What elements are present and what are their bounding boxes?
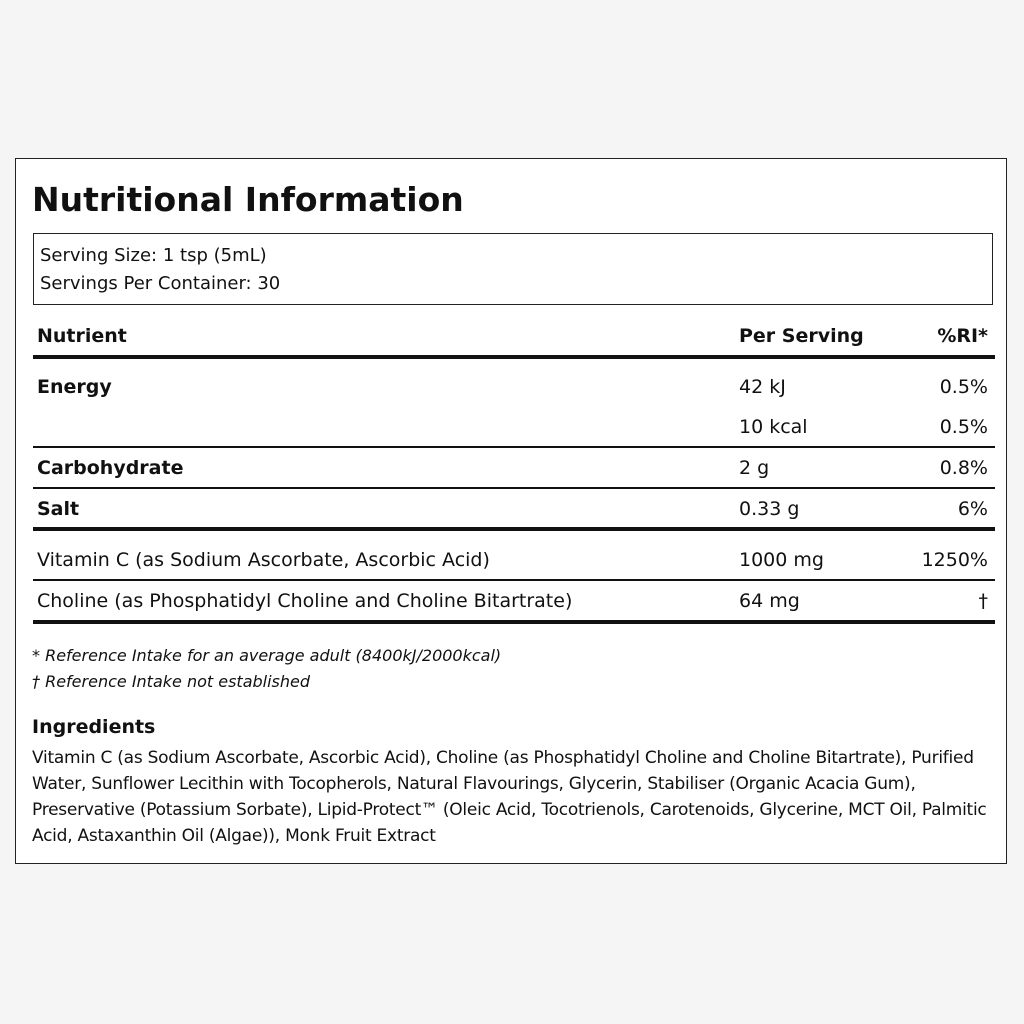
serving-size: Serving Size: 1 tsp (5mL) — [40, 245, 267, 266]
per-serving-value: 10 kcal — [739, 416, 808, 438]
nutrition-label-panel — [15, 158, 1007, 864]
per-serving-value: 0.33 g — [739, 498, 800, 520]
table-bottom-divider — [33, 620, 995, 624]
ri-value: 0.8% — [939, 457, 988, 479]
serving-info-box — [33, 233, 993, 305]
nutrient-name: Energy — [37, 376, 112, 398]
row-divider — [33, 487, 995, 489]
page-title: Nutritional Information — [32, 180, 464, 219]
ri-value: 0.5% — [939, 416, 988, 438]
section-divider — [33, 527, 995, 531]
nutrient-name: Carbohydrate — [37, 457, 184, 479]
header-per-serving: Per Serving — [739, 325, 864, 347]
servings-per-container: Servings Per Container: 30 — [40, 273, 281, 294]
nutrient-name: Salt — [37, 498, 80, 520]
ingredients-list: Vitamin C (as Sodium Ascorbate, Ascorbic Acid), Choline (as Phosphatidyl Choline and Choline Bitartrate), Purified Water, Sunflower Lecithin with Tocopherols, Natural Flavourings, Glycerin, Stabiliser (Organic Acacia Gum), Preservative (Potassium Sorbate), Lipid-Protect™ (Oleic Acid, Tocotrienols, Carotenoids, Glycerine, MCT Oil, Palmitic Acid, Astaxanthin Oil (Algae)), Monk Fruit Extract — [32, 748, 987, 846]
nutrient-name: Vitamin C (as Sodium Ascorbate, Ascorbic Acid) — [37, 549, 490, 571]
footnote-not-established: † Reference Intake not established — [32, 672, 311, 691]
ri-value: 0.5% — [939, 376, 988, 398]
per-serving-value: 64 mg — [739, 590, 800, 612]
header-divider — [33, 355, 995, 359]
footnotes — [32, 643, 501, 695]
row-divider — [33, 446, 995, 448]
ri-value: 6% — [957, 498, 988, 520]
header-nutrient: Nutrient — [37, 325, 127, 347]
ri-value: † — [978, 590, 988, 612]
per-serving-value: 2 g — [739, 457, 770, 479]
row-divider — [33, 579, 995, 581]
ingredients-heading: Ingredients — [32, 716, 156, 738]
per-serving-value: 1000 mg — [739, 549, 824, 571]
header-ri: %RI* — [937, 325, 988, 347]
nutrient-name: Choline (as Phosphatidyl Choline and Choline Bitartrate) — [37, 590, 573, 612]
ri-value: 1250% — [921, 549, 988, 571]
footnote-reference-intake: * Reference Intake for an average adult (8400kJ/2000kcal) — [32, 646, 502, 665]
per-serving-value: 42 kJ — [739, 376, 786, 398]
